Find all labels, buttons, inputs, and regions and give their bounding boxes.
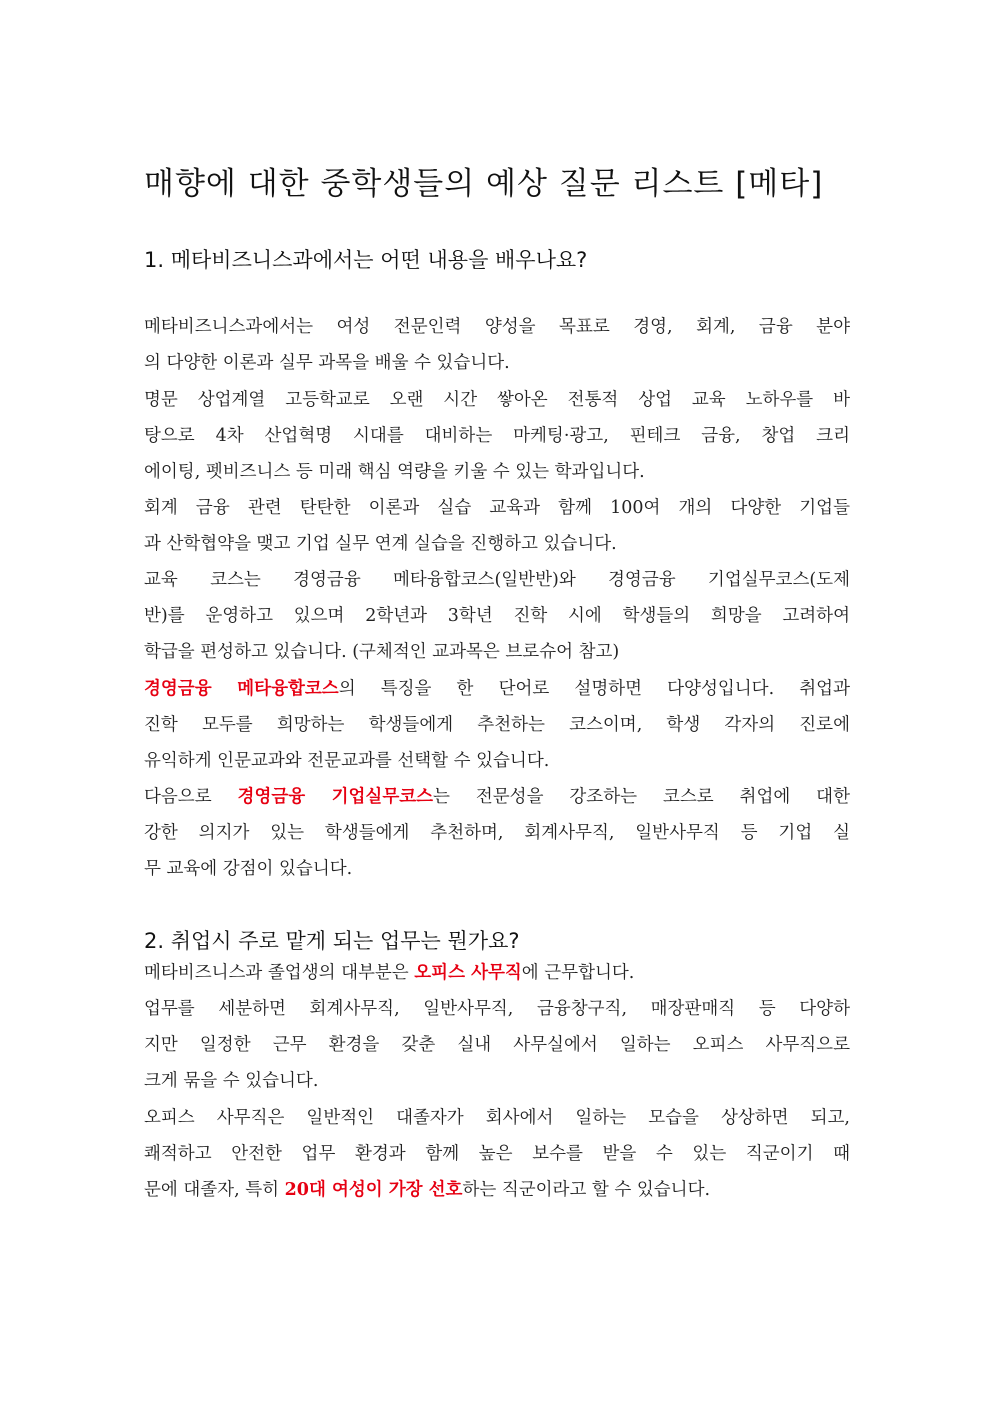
highlight-course-meta: 경영금융 메타융합코스 xyxy=(144,679,339,699)
answer-2-line-4: 크게 묶을 수 있습니다. xyxy=(144,1071,319,1091)
answer-2-line-1-prefix: 메타비즈니스과 졸업생의 대부분은 xyxy=(144,963,415,983)
page-title: 매향에 대한 중학생들의 예상 질문 리스트 [메타] xyxy=(144,166,824,202)
answer-1-line-2: 의 다양한 이론과 실무 과목을 배울 수 있습니다. xyxy=(144,353,510,373)
answer-1-line-14-text: 는 전문성을 강조하는 코스로 취업에 대한 xyxy=(433,787,850,807)
answer-2-line-2: 업무를 세분하면 회계사무직, 일반사무직, 금융창구직, 매장판매직 등 다양하 xyxy=(144,999,850,1019)
answer-1-line-5: 에이팅, 펫비즈니스 등 미래 핵심 역량을 키울 수 있는 학과입니다. xyxy=(144,462,645,482)
answer-2-line-7-prefix: 문에 대졸자, 특히 xyxy=(144,1180,285,1200)
answer-1-line-6: 회계 금융 관련 탄탄한 이론과 실습 교육과 함께 100여 개의 다양한 기업들 xyxy=(144,498,850,518)
answer-2-line-6: 쾌적하고 안전한 업무 환경과 함께 높은 보수를 받을 수 있는 직군이기 때 xyxy=(144,1144,850,1164)
answer-2-line-5: 오피스 사무직은 일반적인 대졸자가 회사에서 일하는 모습을 상상하면 되고, xyxy=(144,1108,850,1128)
answer-1-line-15: 강한 의지가 있는 학생들에게 추천하며, 회계사무직, 일반사무직 등 기업 실 xyxy=(144,823,850,843)
answer-1-line-11-text: 의 특징을 한 단어로 설명하면 다양성입니다. 취업과 xyxy=(338,679,850,699)
answer-1-line-10: 학급을 편성하고 있습니다. (구체적인 교과목은 브로슈어 참고) xyxy=(144,642,620,662)
answer-1-line-14-prefix: 다음으로 xyxy=(144,787,238,807)
answer-1-line-14 xyxy=(144,785,850,809)
answer-1-line-1: 메타비즈니스과에서는 여성 전문인력 양성을 목표로 경영, 회계, 금융 분야 xyxy=(144,317,850,337)
answer-1-line-12: 진학 모두를 희망하는 학생들에게 추천하는 코스이며, 학생 각자의 진로에 xyxy=(144,715,850,735)
highlight-office-job: 오피스 사무직 xyxy=(414,963,522,983)
answer-1-line-8: 교육 코스는 경영금융 메타융합코스(일반반)와 경영금융 기업실무코스(도제 xyxy=(144,570,850,590)
answer-1-line-3: 명문 상업계열 고등학교로 오랜 시간 쌓아온 전통적 상업 교육 노하우를 바 xyxy=(144,390,850,410)
answer-2-line-1 xyxy=(144,961,850,985)
answer-2-line-3: 지만 일정한 근무 환경을 갖춘 실내 사무실에서 일하는 오피스 사무직으로 xyxy=(144,1035,850,1055)
answer-1-line-16: 무 교육에 강점이 있습니다. xyxy=(144,859,353,879)
answer-1-line-13: 유익하게 인문교과와 전문교과를 선택할 수 있습니다. xyxy=(144,751,550,771)
question-1-heading: 1. 메타비즈니스과에서는 어떤 내용을 배우나요? xyxy=(144,248,588,272)
answer-1-line-4: 탕으로 4차 산업혁명 시대를 대비하는 마케팅·광고, 핀테크 금융, 창업 크리 xyxy=(144,426,850,446)
answer-2-line-1-text: 에 근무합니다. xyxy=(521,963,635,983)
highlight-preference: 20대 여성이 가장 선호 xyxy=(284,1180,463,1200)
answer-1-line-7: 과 산학협약을 맺고 기업 실무 연계 실습을 진행하고 있습니다. xyxy=(144,534,617,554)
question-2-heading: 2. 취업시 주로 맡게 되는 업무는 뭔가요? xyxy=(144,929,520,953)
answer-1-line-9: 반)를 운영하고 있으며 2학년과 3학년 진학 시에 학생들의 희망을 고려하여 xyxy=(144,606,850,626)
highlight-course-business: 경영금융 기업실무코스 xyxy=(237,787,434,807)
answer-1-line-11 xyxy=(144,677,850,701)
answer-2-line-7-text: 하는 직군이라고 할 수 있습니다. xyxy=(462,1180,711,1200)
answer-2-line-7 xyxy=(144,1178,850,1202)
